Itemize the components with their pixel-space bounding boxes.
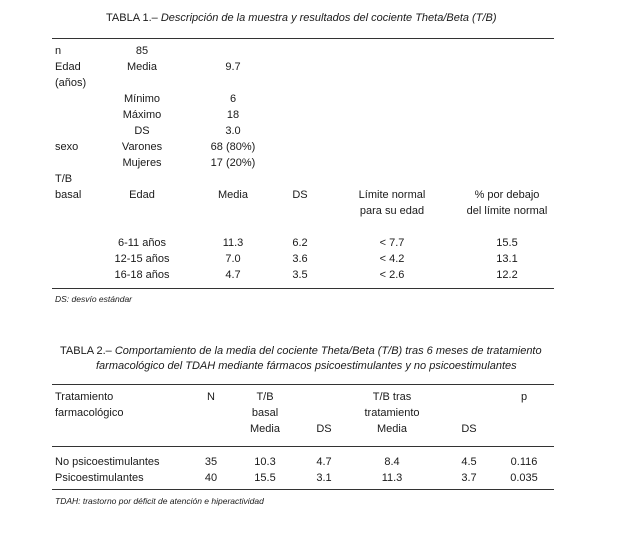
row-media1: 10.3 — [254, 456, 276, 468]
row-ds1: 3.1 — [316, 472, 332, 484]
varones-value: 68 (80%) — [210, 141, 256, 153]
row-n: 40 — [204, 472, 218, 484]
table2-caption-line2 — [96, 360, 517, 373]
table2-caption-prefix: TABLA 2.– — [60, 345, 112, 357]
n-value: 85 — [135, 45, 149, 57]
tb-label: T/B — [55, 173, 73, 185]
maximo-value: 18 — [226, 109, 240, 121]
table2-caption-text2: farmacológico del TDAH mediante fármacos psicoestimulantes y no psicoestimulantes — [96, 360, 517, 372]
hdr-media1: Media — [250, 423, 280, 435]
hdr-tb: T/B — [256, 391, 274, 403]
media-value: 9.7 — [225, 61, 241, 73]
row-edad: 12-15 años — [114, 253, 170, 265]
row-limite: < 7.7 — [379, 237, 405, 249]
hdr-pct-line2: del límite normal — [466, 205, 548, 217]
row-edad: 6-11 años — [117, 237, 167, 249]
row-n: 35 — [204, 456, 218, 468]
row-ds1: 4.7 — [316, 456, 332, 468]
ds-value: 3.0 — [225, 125, 241, 137]
hdr-trat-line1: Tratamiento — [55, 391, 114, 403]
row-edad: 16-18 años — [114, 269, 170, 281]
media-label: Media — [127, 61, 157, 73]
row-media2: 11.3 — [381, 472, 403, 484]
hdr-media: Media — [218, 189, 248, 201]
hdr-ds1: DS — [316, 423, 332, 435]
hdr-n: N — [207, 391, 215, 403]
table2-top-rule — [52, 384, 554, 385]
maximo-label: Máximo — [122, 109, 162, 121]
edad-label: Edad — [55, 61, 81, 73]
varones-label: Varones — [121, 141, 163, 153]
row-media2: 8.4 — [384, 456, 400, 468]
row-pct: 12.2 — [496, 269, 518, 281]
row-pct: 15.5 — [496, 237, 518, 249]
row-p: 0.116 — [510, 456, 538, 468]
hdr-basal: basal — [251, 407, 279, 419]
minimo-value: 6 — [229, 93, 237, 105]
row-ds2: 3.7 — [461, 472, 477, 484]
hdr-tras-line2: tratamiento — [364, 407, 420, 419]
hdr-p: p — [520, 391, 528, 403]
table2-footnote: TDAH: trastorno por déficit de atención e hiperactividad — [55, 496, 264, 506]
hdr-limite-line2: para su edad — [359, 205, 425, 217]
sexo-label: sexo — [55, 141, 79, 153]
table1-caption-prefix: TABLA 1.– — [106, 12, 158, 24]
table2-caption-line1 — [60, 345, 542, 358]
anos-label: (años) — [55, 77, 87, 89]
row-ds: 3.6 — [292, 253, 308, 265]
table1-top-rule — [52, 38, 554, 39]
row-media: 11.3 — [222, 237, 244, 249]
row-pct: 13.1 — [496, 253, 518, 265]
row-trat: No psicoestimulantes — [55, 456, 160, 468]
hdr-trat-line2: farmacológico — [55, 407, 124, 419]
minimo-label: Mínimo — [123, 93, 161, 105]
table1-caption — [106, 12, 497, 25]
table1-bottom-rule — [52, 288, 554, 289]
mujeres-label: Mujeres — [122, 157, 162, 169]
hdr-ds: DS — [292, 189, 308, 201]
hdr-media2: Media — [377, 423, 407, 435]
row-limite: < 4.2 — [379, 253, 405, 265]
row-ds2: 4.5 — [461, 456, 477, 468]
table1-caption-text: Descripción de la muestra y resultados del cociente Theta/Beta (T/B) — [160, 12, 497, 24]
row-ds: 3.5 — [292, 269, 308, 281]
row-media: 4.7 — [225, 269, 241, 281]
table2-caption-text1: Comportamiento de la media del cociente Theta/Beta (T/B) tras 6 meses de tratamiento — [114, 345, 542, 357]
hdr-pct-line1: % por debajo — [474, 189, 540, 201]
hdr-ds2: DS — [461, 423, 477, 435]
hdr-edad: Edad — [129, 189, 155, 201]
row-media: 7.0 — [225, 253, 241, 265]
basal-label: basal — [55, 189, 82, 201]
row-media1: 15.5 — [254, 472, 276, 484]
table1-footnote: DS: desvío estándar — [55, 294, 133, 304]
mujeres-value: 17 (20%) — [210, 157, 256, 169]
hdr-tras-line1: T/B tras — [372, 391, 412, 403]
ds-label: DS — [134, 125, 150, 137]
row-ds: 6.2 — [292, 237, 308, 249]
row-p: 0.035 — [510, 472, 538, 484]
row-limite: < 2.6 — [379, 269, 405, 281]
n-label: n — [55, 45, 62, 57]
hdr-limite-line1: Límite normal — [358, 189, 426, 201]
table2-bottom-rule — [52, 489, 554, 490]
table2-header-rule — [52, 446, 554, 447]
row-trat: Psicoestimulantes — [55, 472, 144, 484]
